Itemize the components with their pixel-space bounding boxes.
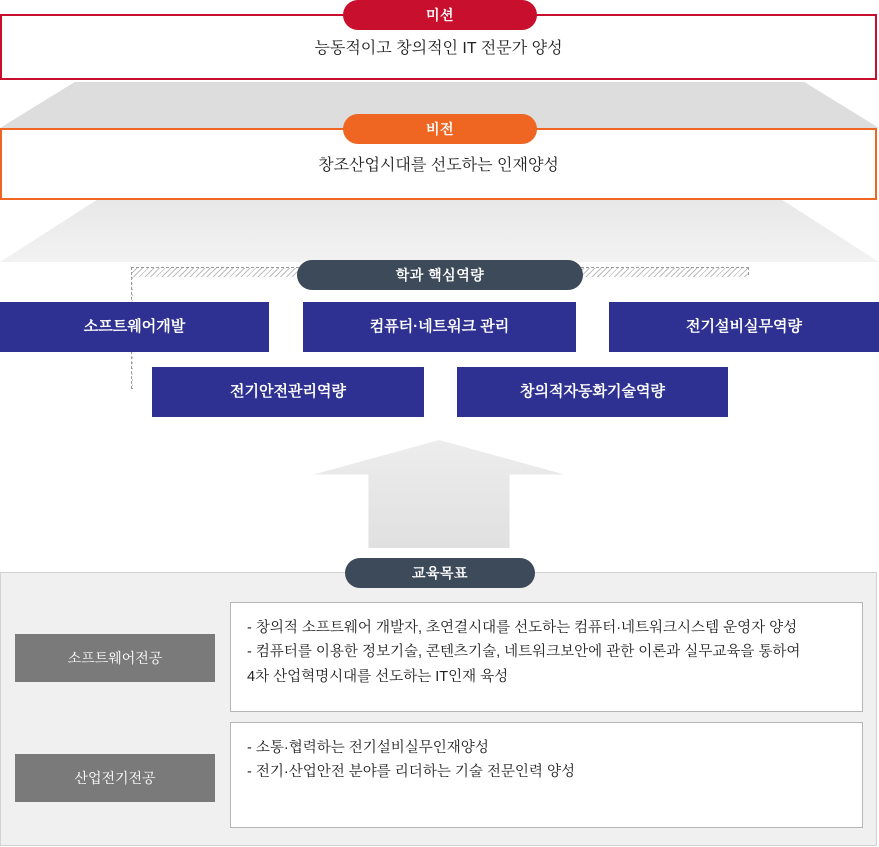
competency-box-electrical-facility: [609, 302, 879, 352]
competency-box-electrical-safety: [152, 367, 424, 417]
major-description-software: [230, 602, 863, 712]
major-description-line: - 소통·협력하는 전기설비실무인재양성: [247, 740, 489, 756]
competency-label: 전기안전관리역량: [230, 383, 346, 400]
competency-box-creative-automation: [457, 367, 728, 417]
competency-label: 컴퓨터·네트워크 관리: [369, 318, 510, 335]
major-label-industrial-electricity: [15, 754, 215, 802]
mission-badge: 미션: [343, 0, 537, 30]
major-name: 소프트웨어전공: [67, 650, 163, 666]
vision-badge: 비전: [343, 114, 537, 144]
core-competency-badge: 학과 핵심역량: [297, 260, 583, 290]
competency-label: 창의적자동화기술역량: [520, 383, 665, 400]
vision-text: 창조산업시대를 선도하는 인재양성: [318, 157, 559, 174]
competency-box-software-development: [0, 302, 269, 352]
competency-label: 전기설비실무역량: [686, 318, 802, 335]
up-arrow-icon: [243, 440, 635, 548]
competency-label: 소프트웨어개발: [83, 318, 186, 335]
major-description-industrial-electricity: [230, 722, 863, 828]
competency-box-computer-network: [303, 302, 576, 352]
major-description-line: - 창의적 소프트웨어 개발자, 초연결시대를 선도하는 컴퓨터·네트워크시스템 운영자 양성: [247, 620, 798, 636]
education-goal-badge: 교육목표: [345, 558, 535, 588]
connector-trapezoid-middle: [0, 200, 879, 262]
major-name: 산업전기전공: [74, 770, 156, 786]
mission-text: 능동적이고 창의적인 IT 전문가 양성: [314, 40, 563, 57]
major-description-line: 4차 산업혁명시대를 선도하는 IT인재 육성: [247, 668, 509, 685]
major-description-line: - 컴퓨터를 이용한 정보기술, 콘텐츠기술, 네트워크보안에 관한 이론과 실무교육을 통하여: [247, 644, 801, 661]
major-label-software: [15, 634, 215, 682]
major-description-line: - 전기·산업안전 분야를 리더하는 기술 전문인력 양성: [247, 764, 575, 781]
